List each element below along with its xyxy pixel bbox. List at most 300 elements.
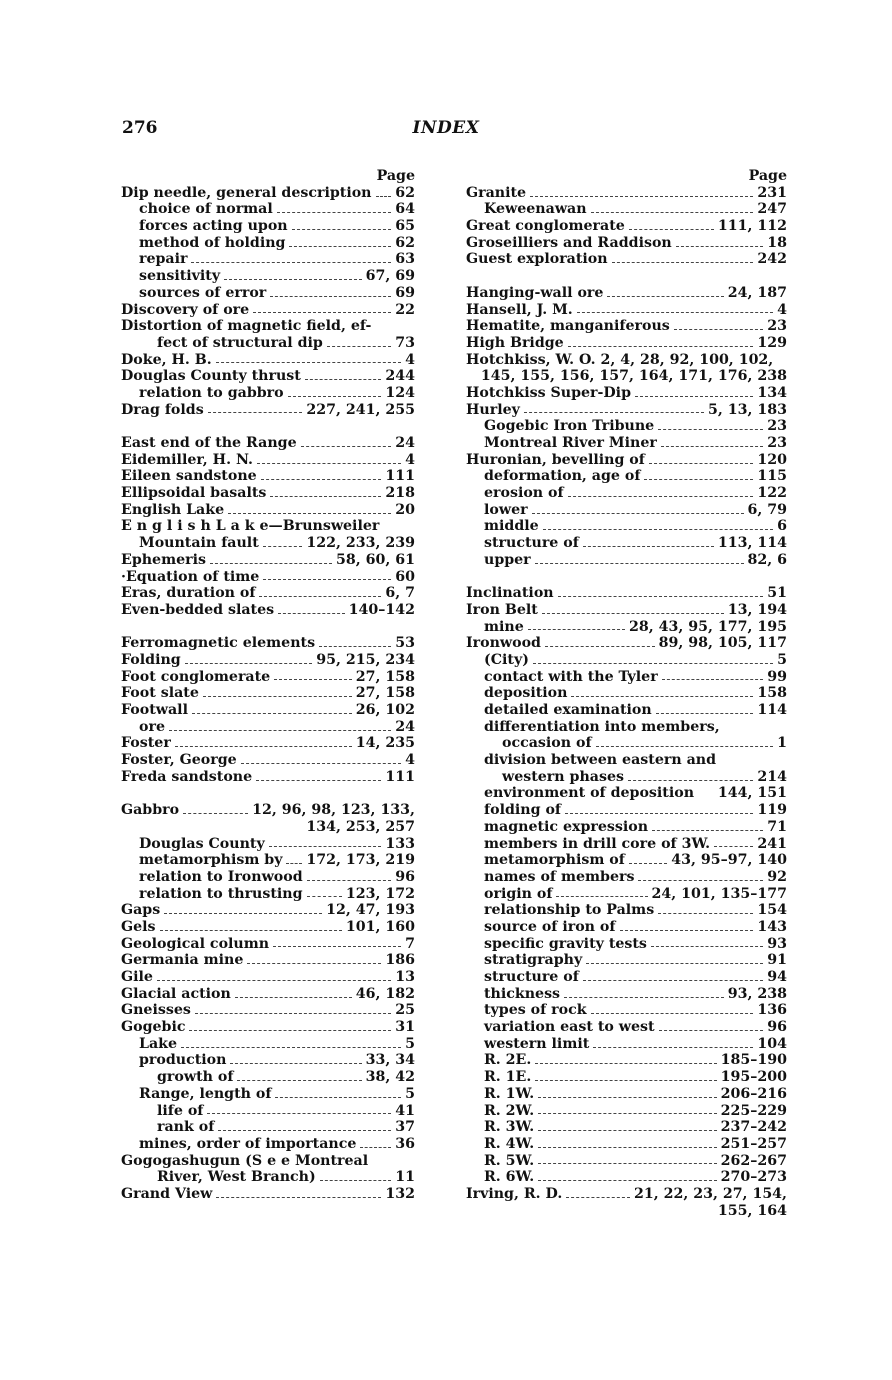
index-term: deposition [484, 685, 568, 702]
index-term: Gogebic Iron Tribune [484, 418, 655, 435]
page-reference: 5, 13, 183 [708, 401, 787, 418]
index-entry [121, 1153, 415, 1170]
index-entry [121, 886, 415, 903]
dot-leader [185, 663, 313, 664]
index-term: Douglas County [139, 835, 265, 852]
dot-leader [218, 1130, 391, 1131]
index-entry [121, 986, 415, 1003]
dot-leader [571, 696, 753, 697]
page-reference: 206–216 [720, 1085, 787, 1102]
index-term: Eras, duration of [121, 585, 256, 602]
index-term: detailed examination [484, 702, 652, 718]
index-entry [121, 936, 415, 953]
index-term: Even-bedded slates [121, 601, 275, 618]
dot-leader [253, 312, 391, 313]
index-term: magnetic expression [484, 818, 649, 835]
dot-leader [583, 546, 714, 547]
page-reference: 186 [385, 952, 415, 969]
page-reference: 227, 241, 255 [306, 401, 415, 418]
dot-leader [216, 1197, 381, 1198]
index-term: Freda sandstone [121, 768, 253, 785]
index-term: Hematite, manganiferous [466, 318, 670, 335]
index-entry [466, 602, 787, 619]
page-reference: 129 [757, 334, 787, 351]
page-reference: 120 [757, 451, 787, 468]
page-reference: 144, 151 [717, 785, 787, 802]
index-term: source of iron of [484, 918, 616, 935]
index-term: R. 5W. [484, 1152, 535, 1169]
index-entry [121, 1169, 415, 1186]
index-term: Range, length of [139, 1085, 272, 1102]
dot-leader [538, 1147, 716, 1148]
index-entry [466, 385, 787, 402]
page-reference: 247 [757, 201, 787, 218]
dot-leader [586, 963, 763, 964]
page-reference: 4 [405, 451, 415, 468]
dot-leader [257, 463, 401, 464]
index-entry [466, 652, 787, 669]
page-reference: 95, 215, 234 [316, 651, 415, 668]
index-entry [121, 302, 415, 319]
page-reference: 24, 187 [727, 284, 787, 301]
dot-leader [275, 1097, 401, 1098]
index-term: relationship to Palms [484, 902, 655, 919]
index-entry [466, 819, 787, 836]
index-term: Irving, R. D. [466, 1185, 563, 1202]
dot-leader [181, 1047, 401, 1048]
index-term: production [139, 1052, 227, 1069]
index-term: western limit [484, 1035, 590, 1052]
index-entry [121, 485, 415, 502]
index-column-right [466, 168, 787, 1219]
dot-leader [278, 613, 345, 614]
index-entry [466, 1103, 787, 1120]
dot-leader [288, 396, 382, 397]
index-entry [466, 735, 787, 752]
page-reference: 24, 101, 135–177 [651, 885, 787, 902]
page-reference: 143 [757, 918, 787, 935]
dot-leader [568, 346, 754, 347]
index-term: structure of [484, 969, 579, 985]
page-reference-continued: 134, 253, 257 [306, 818, 415, 835]
index-entry [121, 1103, 415, 1120]
dot-leader [160, 930, 342, 931]
index-entry [466, 435, 787, 452]
index-term: Footwall [121, 702, 188, 718]
page-reference: 1 [777, 735, 787, 752]
index-term: sensitivity [139, 268, 221, 285]
dot-leader [538, 1097, 716, 1098]
dot-leader [210, 563, 332, 564]
index-term: middle [484, 518, 539, 535]
index-term: sources of error [139, 284, 267, 301]
index-term: western phases [502, 768, 624, 785]
dot-leader [644, 479, 753, 480]
page-reference: 37 [395, 1119, 415, 1136]
index-term: contact with the Tyler [484, 668, 658, 685]
page-reference: 46, 182 [355, 985, 415, 1002]
index-term: upper [484, 551, 531, 568]
page-reference: 25 [395, 1002, 415, 1019]
index-term: ·Equation of time [121, 568, 260, 585]
index-entry [466, 1052, 787, 1069]
index-term: Guest exploration [466, 251, 608, 268]
index-term: occasion of [502, 735, 592, 752]
dot-leader [659, 1030, 764, 1031]
index-term: Geological column [121, 935, 270, 952]
index-entry [121, 585, 415, 602]
index-entry [121, 552, 415, 569]
dot-leader [620, 930, 754, 931]
index-entry [466, 285, 787, 302]
index-entry [121, 218, 415, 235]
dot-leader [596, 746, 774, 747]
dot-leader [612, 262, 754, 263]
dot-leader [662, 679, 764, 680]
index-term: Hotchkiss Super-Dip [466, 384, 631, 401]
index-entry [466, 335, 787, 352]
index-entry [121, 468, 415, 485]
index-entry [121, 268, 415, 285]
dot-leader [591, 212, 754, 213]
page-reference: 43, 95–97, 140 [671, 852, 787, 869]
index-entry [466, 485, 787, 502]
page-reference: 12, 96, 98, 123, 133, [252, 802, 415, 819]
page-reference: 62 [395, 184, 415, 201]
dot-leader [583, 980, 763, 981]
dot-leader [656, 713, 754, 714]
index-entry [466, 619, 787, 636]
page-reference: 24 [395, 435, 415, 451]
index-entry [466, 702, 787, 719]
page-reference: 62 [395, 234, 415, 251]
index-term: Distortion of magnetic field, ef- [121, 318, 372, 335]
page-reference: 51 [767, 585, 787, 602]
dot-leader [545, 646, 655, 647]
index-term: Inclination [466, 585, 554, 602]
dot-leader [651, 946, 763, 947]
page-header [0, 118, 892, 142]
dot-leader [228, 513, 391, 514]
dot-leader [556, 896, 647, 897]
index-entry [121, 902, 415, 919]
index-term: Lake [139, 1035, 178, 1052]
dot-leader [532, 513, 744, 514]
index-entry [466, 552, 787, 569]
index-term: stratigraphy [484, 952, 583, 969]
index-entry [466, 769, 787, 786]
dot-leader [305, 379, 382, 380]
index-entry [121, 1136, 415, 1153]
dot-leader [558, 596, 764, 597]
index-term: Gels [121, 918, 156, 935]
dot-leader [535, 563, 744, 564]
index-term: members in drill core of 3W. [484, 835, 711, 852]
index-entry [466, 986, 787, 1003]
index-term: Hotchkiss, W. O. 2, 4, 28, 92, 100, 102, [466, 351, 774, 368]
index-entry [466, 518, 787, 535]
dot-leader [191, 262, 391, 263]
page-reference: 96 [395, 868, 415, 885]
page-reference: 4 [777, 301, 787, 318]
index-term: lower [484, 501, 528, 518]
page-reference: 11 [395, 1169, 415, 1186]
dot-leader [273, 946, 401, 947]
dot-leader [292, 229, 392, 230]
index-term: Keweenawan [484, 201, 587, 218]
dot-leader [327, 346, 391, 347]
page-number: 276 [122, 118, 158, 138]
index-entry [466, 452, 787, 469]
index-entry [121, 518, 415, 535]
page-reference: 93 [767, 935, 787, 952]
dot-leader [263, 579, 391, 580]
index-term: relation to Ironwood [139, 868, 303, 885]
index-term: Gogebic [121, 1019, 186, 1036]
index-term: environment of deposition [484, 785, 695, 802]
index-term: mines, order of importance [139, 1135, 357, 1152]
dot-leader [628, 780, 753, 781]
index-entry [466, 318, 787, 335]
index-entry [466, 685, 787, 702]
index-entry [466, 1169, 787, 1186]
dot-leader [542, 613, 724, 614]
index-term: Gile [121, 969, 153, 985]
page-reference: 89, 98, 105, 117 [658, 635, 787, 652]
page-reference-continued: 145, 155, 156, 157, 164, 171, 176, 238 [480, 368, 787, 385]
dot-leader [676, 246, 764, 247]
dot-leader [164, 913, 322, 914]
index-term: Grand View [121, 1185, 213, 1202]
index-term: division between eastern and [484, 752, 717, 769]
index-entry [121, 852, 415, 869]
index-entry [121, 368, 415, 385]
index-term: Montreal River Miner [484, 435, 657, 451]
page-reference: 92 [767, 868, 787, 885]
index-term: Gaps [121, 902, 161, 919]
page-reference: 134 [757, 384, 787, 401]
dot-leader [270, 296, 391, 297]
page-reference: 122 [757, 485, 787, 502]
page-reference: 140–142 [348, 601, 415, 618]
page-reference: 91 [767, 952, 787, 969]
dot-leader [658, 913, 753, 914]
page-reference: 111 [385, 468, 415, 485]
index-entry [121, 285, 415, 302]
index-entry [121, 352, 415, 369]
page-reference: 6 [777, 518, 787, 535]
dot-leader [535, 1063, 716, 1064]
page-reference: 67, 69 [365, 268, 415, 285]
page-reference: 111, 112 [717, 218, 787, 235]
index-entry [466, 1069, 787, 1086]
page-reference: 158 [757, 685, 787, 702]
index-entry [466, 836, 787, 853]
page-reference: 5 [405, 1035, 415, 1052]
index-entry [121, 669, 415, 686]
dot-leader [591, 1013, 754, 1014]
page-reference: 18 [767, 234, 787, 251]
page-reference: 122, 233, 239 [306, 535, 415, 552]
index-entry [121, 869, 415, 886]
dot-leader [175, 746, 352, 747]
index-term: variation east to west [484, 1019, 655, 1036]
dot-leader [629, 863, 667, 864]
index-term: Foster [121, 735, 171, 752]
index-term: R. 3W. [484, 1119, 535, 1136]
dot-leader [635, 396, 753, 397]
page-reference: 53 [395, 635, 415, 652]
index-entry [121, 1086, 415, 1103]
page-reference: 23 [767, 435, 787, 451]
page-reference: 132 [385, 1185, 415, 1202]
index-entry [121, 402, 415, 419]
dot-leader [241, 763, 401, 764]
dot-leader [216, 362, 401, 363]
index-entry [121, 318, 415, 335]
index-entry [121, 1019, 415, 1036]
page-reference: 6, 79 [747, 501, 787, 518]
page-reference: 24 [395, 718, 415, 735]
page-reference: 60 [395, 568, 415, 585]
index-entry [121, 1036, 415, 1053]
dot-leader [530, 196, 753, 197]
dot-leader [538, 1163, 716, 1164]
index-term: Folding [121, 651, 181, 668]
page-reference: 5 [405, 1085, 415, 1102]
index-entry [466, 1002, 787, 1019]
index-entry [466, 869, 787, 886]
page-reference: 33, 34 [365, 1052, 415, 1069]
page-reference: 4 [405, 351, 415, 368]
index-entry [121, 235, 415, 252]
dot-leader [714, 846, 753, 847]
page-reference: 12, 47, 193 [326, 902, 415, 919]
index-column-left [121, 168, 415, 1203]
index-entry [121, 702, 415, 719]
index-term: East end of the Range [121, 435, 297, 451]
page-reference: 96 [767, 1019, 787, 1036]
page-reference: 113, 114 [717, 535, 787, 552]
page-reference: 218 [385, 485, 415, 502]
index-entry [466, 952, 787, 969]
page-reference: 22 [395, 301, 415, 318]
index-entry [121, 502, 415, 519]
index-entry [121, 752, 415, 769]
column-header-page: Page [376, 168, 415, 184]
page-reference: 20 [395, 501, 415, 518]
page-reference: 63 [395, 251, 415, 268]
page-reference: 73 [395, 334, 415, 351]
page-reference: 225–229 [720, 1102, 787, 1119]
index-entry [466, 502, 787, 519]
index-entry [466, 185, 787, 202]
index-entry [121, 569, 415, 586]
index-term: metamorphism of [484, 852, 625, 869]
dot-leader [195, 1013, 391, 1014]
page-reference: 21, 22, 23, 27, 154, [633, 1185, 787, 1202]
index-term: Douglas County thrust [121, 368, 301, 385]
index-entry [466, 218, 787, 235]
dot-leader [568, 496, 754, 497]
page-reference: 26, 102 [355, 702, 415, 718]
index-entry [121, 201, 415, 218]
dot-leader [289, 246, 391, 247]
dot-leader [564, 997, 724, 998]
index-term: deformation, age of [484, 468, 641, 485]
page-reference: 244 [385, 368, 415, 385]
dot-leader [533, 663, 773, 664]
page-reference: 119 [757, 802, 787, 819]
index-term: High Bridge [466, 334, 564, 351]
page-reference: 71 [767, 818, 787, 835]
page-reference: 65 [395, 218, 415, 235]
page-reference: 93, 238 [727, 985, 787, 1002]
index-entries-right [466, 185, 787, 1220]
index-term: Drag folds [121, 401, 204, 418]
index-term: English Lake [121, 501, 225, 518]
dot-leader [360, 1147, 391, 1148]
page-reference: 69 [395, 284, 415, 301]
index-term: mine [484, 618, 524, 635]
index-term: Eidemiller, H. N. [121, 451, 253, 468]
dot-leader [629, 229, 714, 230]
index-term: R. 2E. [484, 1052, 532, 1069]
index-term: rank of [157, 1119, 215, 1136]
dot-leader [538, 1180, 716, 1181]
page-reference: 13 [395, 969, 415, 985]
page-reference: 101, 160 [345, 918, 415, 935]
index-term: River, West Branch) [157, 1169, 316, 1186]
page-reference: 114 [757, 702, 787, 718]
index-term: origin of [484, 885, 553, 902]
index-term: ore [139, 718, 165, 735]
dot-leader [307, 880, 392, 881]
dot-leader [649, 463, 754, 464]
page-reference: 31 [395, 1019, 415, 1036]
index-term: Ferromagnetic elements [121, 635, 316, 652]
index-term: life of [157, 1102, 204, 1119]
dot-leader [565, 813, 753, 814]
page-reference: 64 [395, 201, 415, 218]
index-entry [121, 1119, 415, 1136]
index-entry [121, 1186, 415, 1203]
dot-leader [274, 679, 352, 680]
page-reference: 36 [395, 1135, 415, 1152]
index-term: Foster, George [121, 752, 237, 769]
dot-leader [319, 646, 391, 647]
dot-leader [270, 496, 381, 497]
dot-leader [207, 1113, 391, 1114]
index-entry [466, 719, 787, 736]
page-reference: 185–190 [720, 1052, 787, 1069]
dot-leader [543, 529, 773, 530]
index-entries-left [121, 185, 415, 1203]
dot-leader [286, 863, 302, 864]
index-term: folding of [484, 802, 562, 819]
dot-leader [263, 546, 303, 547]
dot-leader [183, 813, 248, 814]
dot-leader [638, 880, 763, 881]
dot-leader [224, 279, 362, 280]
index-entry [121, 251, 415, 268]
page-reference: 214 [757, 768, 787, 785]
index-entry [466, 352, 787, 369]
index-entry [466, 201, 787, 218]
index-entry [466, 969, 787, 986]
index-term: Doke, H. B. [121, 351, 212, 368]
index-entry [466, 1036, 787, 1053]
